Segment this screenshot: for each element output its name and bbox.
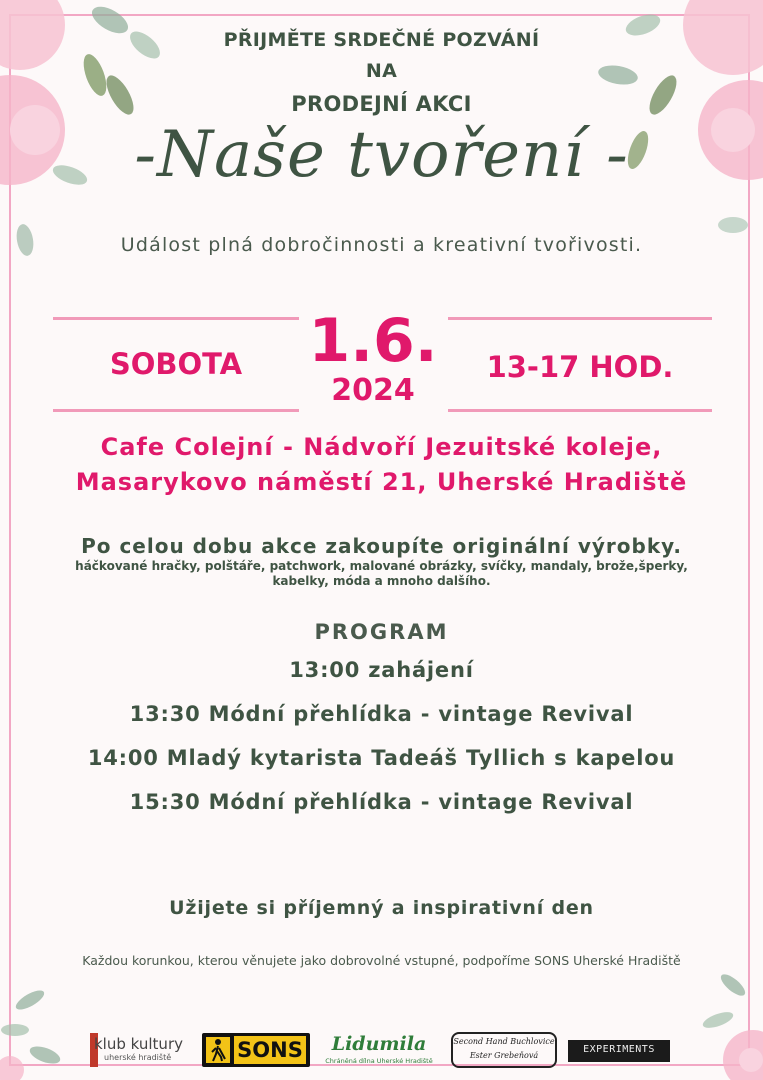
location-line-1: Cafe Colejní - Nádvoří Jezuitské koleje, bbox=[100, 433, 663, 461]
lidumila-logo bbox=[322, 1033, 436, 1067]
divider-line bbox=[448, 317, 712, 320]
experiments-text: EXPERIMENTS bbox=[583, 1044, 655, 1055]
divider-line bbox=[53, 409, 299, 412]
event-year: 2024 bbox=[331, 373, 415, 408]
donation-note: Každou korunkou, kterou věnujete jako dobrovolné vstupné, podpoříme SONS Uherské Hradiště bbox=[82, 953, 681, 968]
event-day: SOBOTA bbox=[109, 347, 243, 381]
event-subtitle: Událost plná dobročinnosti a kreativní tvořivosti. bbox=[120, 234, 643, 256]
program-item: 13:30 Módní přehlídka - vintage Revival bbox=[129, 702, 634, 726]
invitation-line-2: NA bbox=[365, 60, 398, 82]
second-hand-owner: Ester Grebeňová bbox=[469, 1051, 539, 1060]
program-item: 14:00 Mladý kytarista Tadeáš Tyllich s kapelou bbox=[87, 746, 676, 770]
klub-kultury-sub: uherské hradiště bbox=[104, 1053, 172, 1062]
second-hand-logo bbox=[451, 1032, 557, 1068]
leaf-decoration-bottom-left bbox=[0, 985, 90, 1080]
event-title: -Naše tvoření - bbox=[134, 118, 629, 192]
walking-person-icon bbox=[206, 1037, 230, 1063]
lidumila-sub: Chráněná dílna Uherské Hradiště bbox=[325, 1057, 433, 1065]
program-item: 15:30 Módní přehlídka - vintage Revival bbox=[129, 790, 634, 814]
products-detail-1: háčkované hračky, polštáře, patchwork, malované obrázky, svíčky, mandaly, brože,šperky, bbox=[75, 559, 688, 573]
klub-kultury-name: klub kultury bbox=[94, 1035, 183, 1053]
sons-logo bbox=[202, 1033, 310, 1067]
second-hand-name: Second Hand Buchlovice bbox=[453, 1037, 555, 1046]
location-line-2: Masarykovo náměstí 21, Uherské Hradiště bbox=[75, 468, 688, 496]
experiments-logo bbox=[568, 1040, 670, 1062]
program-heading: PROGRAM bbox=[314, 620, 449, 644]
closing-text: Užijete si příjemný a inspirativní den bbox=[169, 897, 594, 919]
flower-decoration-bottom-right bbox=[673, 965, 763, 1080]
event-time: 13-17 HOD. bbox=[486, 350, 674, 384]
divider-line bbox=[448, 409, 712, 412]
invitation-line-3: PRODEJNÍ AKCI bbox=[291, 92, 472, 116]
invitation-line-1: PŘIJMĚTE SRDEČNÉ POZVÁNÍ bbox=[223, 29, 540, 51]
klub-kultury-logo bbox=[90, 1033, 190, 1067]
lidumila-name: Lidumila bbox=[331, 1033, 427, 1055]
divider-line bbox=[53, 317, 299, 320]
event-date: 1.6. bbox=[308, 306, 438, 376]
program-item: 13:00 zahájení bbox=[289, 658, 474, 682]
products-headline: Po celou dobu akce zakoupíte originální výrobky. bbox=[81, 534, 682, 558]
sons-text: SONS bbox=[234, 1036, 306, 1064]
products-detail-2: kabelky, móda a mnoho dalšího. bbox=[272, 574, 491, 588]
